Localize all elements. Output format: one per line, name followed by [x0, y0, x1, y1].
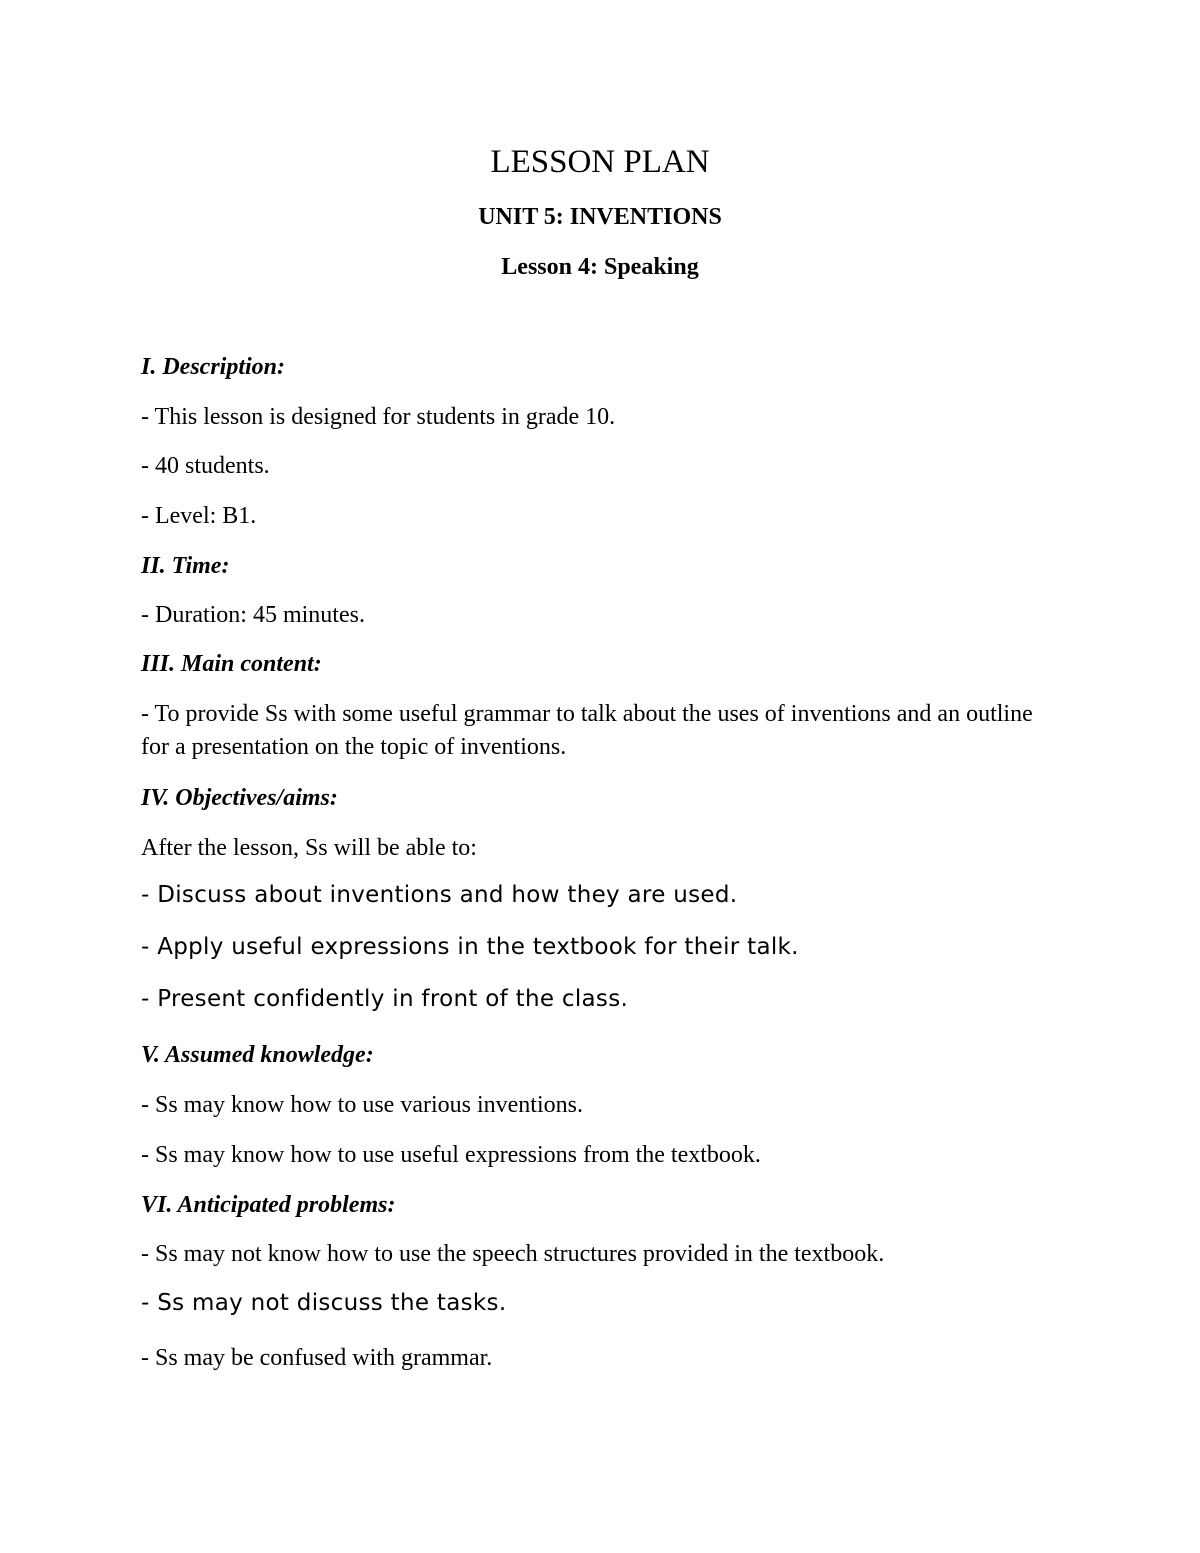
time-item: - Duration: 45 minutes. [141, 602, 365, 628]
section-heading-assumed-knowledge: V. Assumed knowledge: [141, 1042, 374, 1068]
main-content-paragraph: - To provide Ss with some useful grammar to talk about the uses of inventions and an outline for a presentation on the topic of inventions. [141, 701, 1033, 760]
objective-item: - Discuss about inventions and how they are used. [141, 882, 738, 908]
objectives-intro: After the lesson, Ss will be able to: [141, 835, 477, 861]
document-title: LESSON PLAN [490, 144, 710, 180]
section-heading-objectives: IV. Objectives/aims: [141, 785, 338, 811]
description-item: - 40 students. [141, 453, 270, 479]
section-heading-time: II. Time: [141, 553, 230, 579]
section-heading-anticipated-problems: VI. Anticipated problems: [141, 1192, 396, 1218]
section-heading-description: I. Description: [141, 354, 285, 380]
description-item: - This lesson is designed for students in grade 10. [141, 404, 616, 430]
lesson-title: Lesson 4: Speaking [501, 254, 699, 280]
assumed-knowledge-item: - Ss may know how to use various inventions. [141, 1092, 583, 1118]
anticipated-problem-item: - Ss may not discuss the tasks. [141, 1290, 507, 1316]
description-item: - Level: B1. [141, 503, 257, 529]
anticipated-problem-item: - Ss may be confused with grammar. [141, 1345, 493, 1371]
objective-item: - Present confidently in front of the class. [141, 986, 629, 1012]
unit-title: UNIT 5: INVENTIONS [478, 204, 722, 230]
anticipated-problem-item: - Ss may not know how to use the speech structures provided in the textbook. [141, 1241, 885, 1267]
assumed-knowledge-item: - Ss may know how to use useful expressions from the textbook. [141, 1142, 761, 1168]
section-heading-main-content: III. Main content: [141, 651, 322, 677]
objective-item: - Apply useful expressions in the textbook for their talk. [141, 934, 799, 960]
